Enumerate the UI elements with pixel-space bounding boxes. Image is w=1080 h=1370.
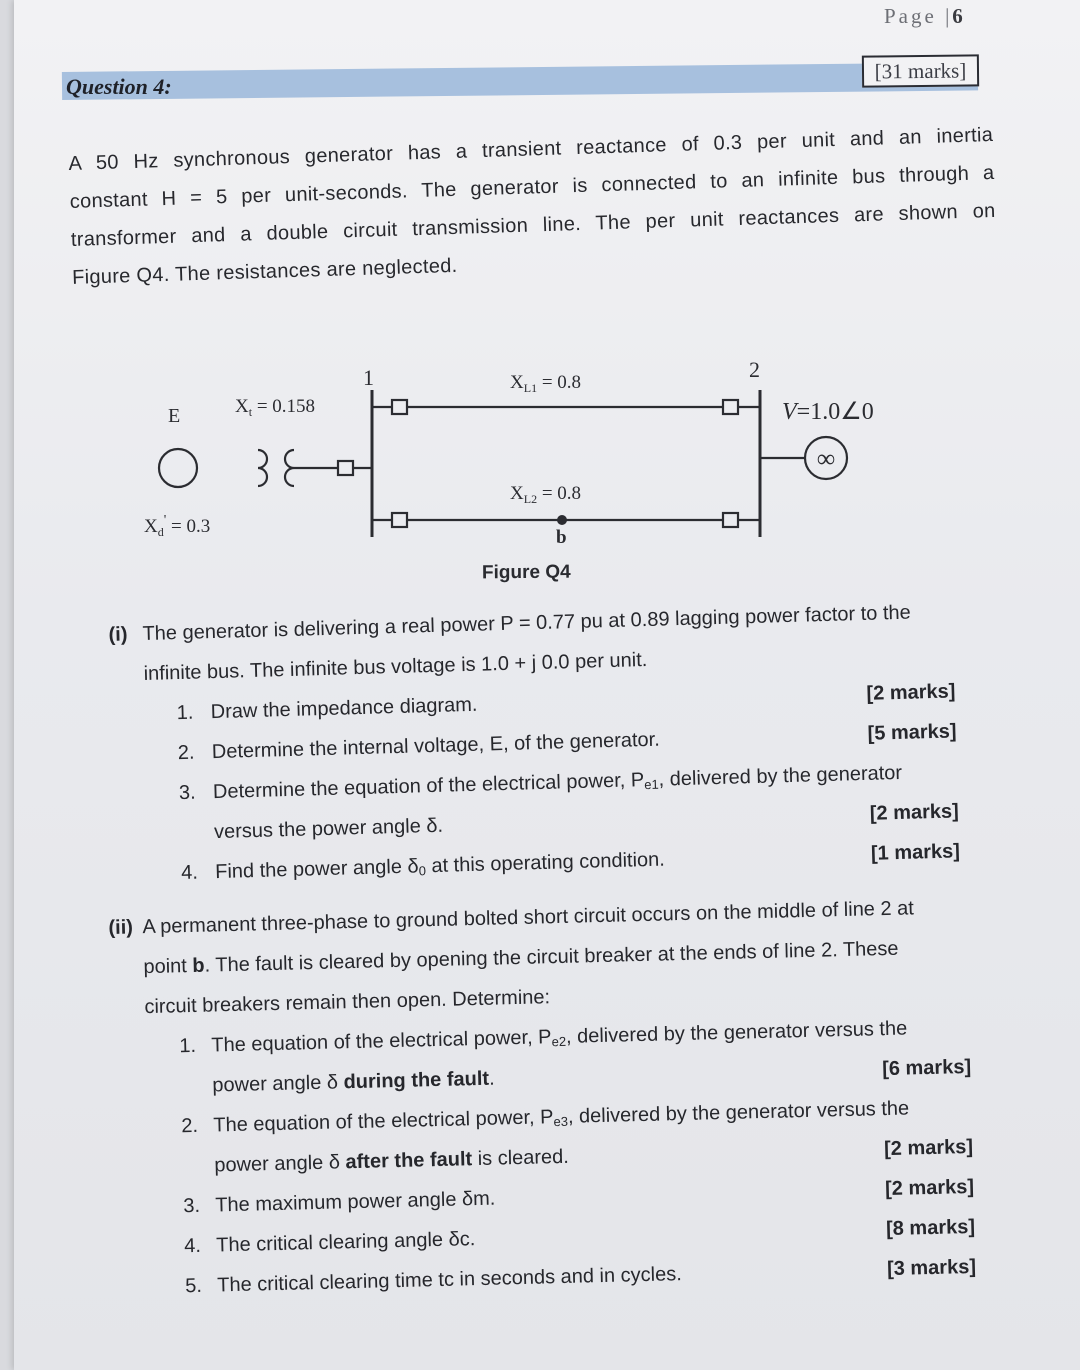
label-xl1: $X_{L1} = 0.8$ bbox=[510, 372, 582, 395]
part-ii bbox=[108, 886, 1028, 1308]
transformer-coil-1 bbox=[258, 450, 267, 486]
breaker-line1-left bbox=[392, 400, 407, 414]
breaker-transformer bbox=[338, 461, 353, 475]
intro-paragraph bbox=[68, 116, 997, 297]
list-item-continuation: versus the power angle δ. [2 marks] bbox=[114, 790, 1010, 855]
part-ii-label: (ii) bbox=[108, 916, 134, 939]
intro-line: A 50 Hz synchronous generator has a transient reactance of 0.3 per unit and an inertia bbox=[68, 123, 994, 175]
transformer-coil-2 bbox=[285, 450, 294, 486]
marks-label: [2 marks] bbox=[884, 1175, 975, 1201]
breaker-line2-left bbox=[392, 513, 407, 527]
page-number: Page |6 bbox=[884, 4, 963, 28]
intro-line: transformer and a double circuit transmission line. The per unit reactances are shown on bbox=[70, 199, 996, 251]
list-item: 4. The critical clearing angle δc. [8 marks] bbox=[116, 1206, 1027, 1268]
list-item: 2. Determine the internal voltage, E, of the generator. [5 marks] bbox=[111, 710, 1007, 775]
list-item: 5. The critical clearing time tc in seconds and in cycles. [3 marks] bbox=[117, 1246, 1028, 1308]
label-xt: $X_t = 0.158$ bbox=[235, 396, 316, 419]
part-i-line2: infinite bus. The infinite bus voltage is 1.0 + j 0.0 per unit. bbox=[143, 648, 648, 686]
marks-label: [6 marks] bbox=[881, 1055, 972, 1081]
marks-label: [2 marks] bbox=[869, 800, 960, 825]
breaker-line2-right bbox=[723, 513, 738, 527]
list-item: 3. Determine the equation of the electrical power, $P_{e1}$, delivered by the generator bbox=[178, 761, 903, 805]
part-i-line1: (i) The generator is delivering a real power P = 0.77 pu at 0.89 lagging power factor to the bbox=[108, 590, 1004, 655]
list-item: 4. Find the power angle $\delta_0$ at this operating condition. [1 marks] bbox=[115, 830, 1011, 895]
list-item: 1. Draw the impedance diagram. [2 marks] bbox=[110, 670, 1006, 735]
marks-label: [2 marks] bbox=[883, 1135, 974, 1161]
label-xl2: $X_{L2} = 0.8$ bbox=[510, 483, 582, 506]
fault-point-b bbox=[557, 515, 567, 525]
marks-label: [5 marks] bbox=[867, 720, 957, 745]
part-ii-line2: point b. The fault is cleared by opening the circuit breaker at the ends of line 2. These bbox=[143, 937, 899, 979]
marks-label: [8 marks] bbox=[885, 1215, 976, 1241]
marks-label: [2 marks] bbox=[866, 680, 956, 705]
figure-q4-diagram bbox=[140, 345, 920, 555]
list-item: 2. The equation of the electrical power, $P_{e3}$, delivered by the generator versus the bbox=[181, 1097, 910, 1138]
marks-label: [3 marks] bbox=[886, 1255, 977, 1281]
intro-line: constant H = 5 per unit-seconds. The generator is connected to an infinite bus through a bbox=[69, 161, 995, 213]
part-ii-line3: circuit breakers remain then open. Determine: bbox=[144, 986, 551, 1019]
breaker-line1-right bbox=[723, 400, 738, 414]
label-xd: $X_d' = 0.3$ bbox=[144, 513, 211, 539]
list-item-continuation: power angle δ after the fault is cleared. [2 marks] bbox=[114, 1126, 1025, 1188]
question-title: Question 4: bbox=[66, 74, 172, 99]
generator-symbol bbox=[159, 449, 197, 487]
figure-caption: Figure Q4 bbox=[481, 561, 571, 584]
infinity-icon: ∞ bbox=[816, 444, 836, 473]
intro-line: Figure Q4. The resistances are neglected. bbox=[71, 254, 458, 289]
part-i-label: (i) bbox=[108, 623, 128, 646]
label-bus-1: 1 bbox=[363, 365, 374, 390]
label-E: E bbox=[168, 405, 181, 427]
list-item: 1. The equation of the electrical power, $P_{e2}$, delivered by the generator versus the bbox=[179, 1017, 908, 1058]
part-i bbox=[108, 590, 1010, 895]
label-point-b: b bbox=[556, 527, 567, 548]
marks-label: [1 marks] bbox=[870, 840, 961, 865]
list-item-continuation: power angle δ during the fault. [6 marks] bbox=[112, 1046, 1023, 1108]
label-infinite-bus-voltage: V=1.0∠0 bbox=[782, 399, 874, 425]
label-bus-2: 2 bbox=[749, 357, 760, 382]
question-total-marks: [31 marks] bbox=[862, 54, 979, 87]
list-item: 3. The maximum power angle δm. [2 marks] bbox=[115, 1166, 1026, 1228]
part-ii-line1: (ii) A permanent three-phase to ground bolted short circuit occurs on the middle of line 2 at bbox=[108, 886, 1019, 948]
